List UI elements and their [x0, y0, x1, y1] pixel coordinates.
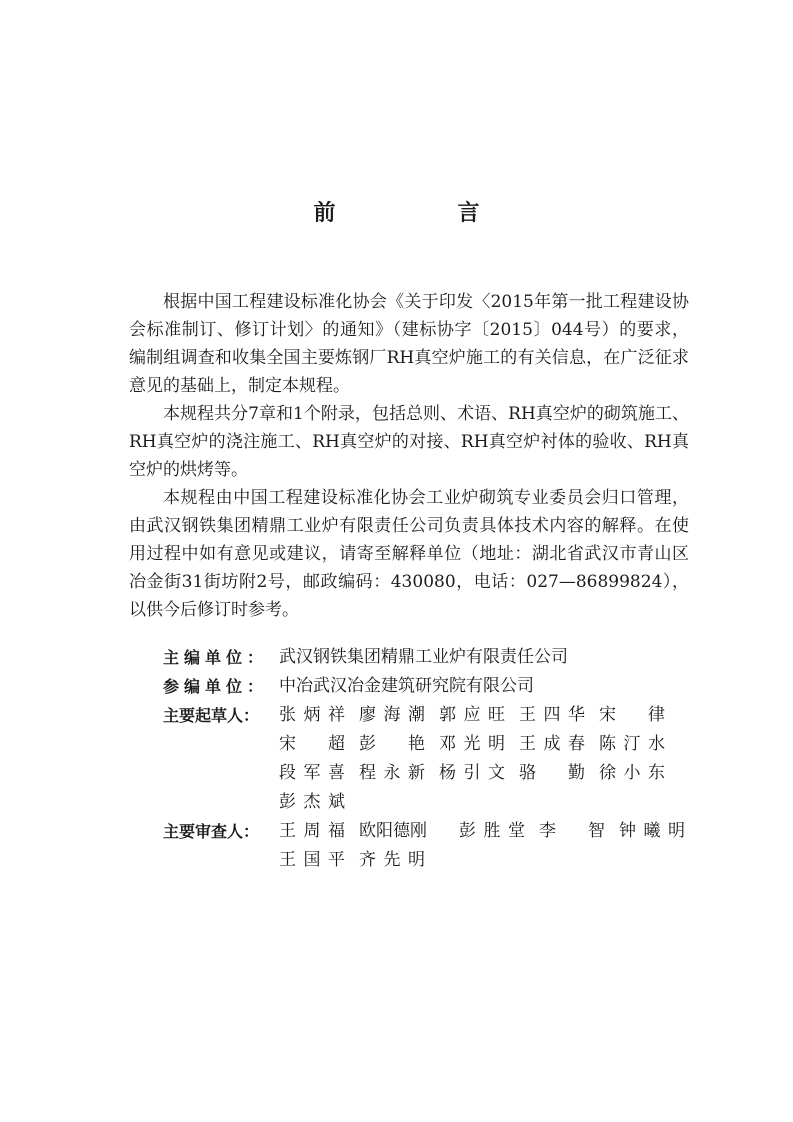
reviewer-name: 彭胜堂 [459, 821, 525, 841]
drafters-label: 主要起草人： [163, 706, 260, 725]
drafter-name: 廖海潮 [359, 705, 425, 725]
reviewer-name: 王国平 [279, 850, 345, 870]
reviewers-line [279, 846, 703, 875]
co-editor-row [163, 672, 703, 701]
drafter-name: 张炳祥 [279, 705, 345, 725]
drafters-line [279, 788, 703, 817]
paragraph-management: 本规程由中国工程建设标准化协会工业炉砌筑专业委员会归口管理，由武汉钢铁集团精鼎工业炉有限责任公司负责具体技术内容的解释。在使用过程中如有意见或建议，请寄至解释单位（地址：湖北省武汉市青山区冶金街31街坊附2号，邮政编码：430080，电话：027—86899824），以供今后修订时参考。 [129, 488, 689, 620]
drafter-name: 邓光明 [439, 734, 505, 754]
reviewer-name: 钟曦明 [619, 821, 685, 841]
drafter-name: 王四华 [519, 705, 585, 725]
drafters-list [279, 701, 703, 817]
co-editor-value: 中冶武汉冶金建筑研究院有限公司 [279, 676, 534, 696]
drafter-name: 杨引文 [439, 763, 505, 783]
reviewers-label: 主要审查人： [163, 822, 260, 841]
reviewers-list [279, 817, 703, 875]
drafter-name: 王成春 [519, 734, 585, 754]
drafters-row [163, 701, 703, 817]
preface-body [129, 288, 689, 624]
reviewer-name: 欧阳德刚 [359, 821, 427, 841]
chief-editor-label: 主编单位： [163, 648, 269, 667]
co-editor-label: 参编单位： [163, 677, 269, 696]
reviewers-row [163, 817, 703, 875]
chief-editor-value: 武汉钢铁集团精鼎工业炉有限责任公司 [279, 647, 568, 667]
drafter-name: 宋 律 [599, 705, 665, 725]
credits-section [163, 643, 703, 875]
reviewers-line [279, 817, 703, 846]
chief-editor-row [163, 643, 703, 672]
reviewer-name: 王周福 [279, 821, 345, 841]
drafters-line [279, 701, 703, 730]
page-title: 前 言 [313, 201, 530, 226]
drafter-name: 彭 艳 [359, 734, 425, 754]
drafter-name: 程永新 [359, 763, 425, 783]
drafter-name: 骆 勤 [519, 763, 585, 783]
reviewer-name: 齐先明 [359, 850, 425, 870]
paragraph-contents: 本规程共分7章和1个附录，包括总则、术语、RH真空炉的砌筑施工、RH真空炉的浇注施工、RH真空炉的对接、RH真空炉衬体的验收、RH真空炉的烘烤等。 [129, 404, 689, 480]
drafter-name: 陈汀水 [599, 734, 665, 754]
drafter-name: 段军喜 [279, 763, 345, 783]
drafter-name: 徐小东 [599, 763, 665, 783]
drafters-line [279, 730, 703, 759]
drafter-name: 宋 超 [279, 734, 345, 754]
drafters-line [279, 759, 703, 788]
paragraph-background: 根据中国工程建设标准化协会《关于印发〈2015年第一批工程建设协会标准制订、修订计划〉的通知》（建标协字〔2015〕044号）的要求，编制组调查和收集全国主要炼钢厂RH真空炉施工的有关信息，在广泛征求意见的基础上，制定本规程。 [129, 292, 689, 396]
drafter-name: 彭杰斌 [279, 792, 345, 812]
reviewer-name: 李 智 [539, 821, 605, 841]
drafter-name: 郭应旺 [439, 705, 505, 725]
